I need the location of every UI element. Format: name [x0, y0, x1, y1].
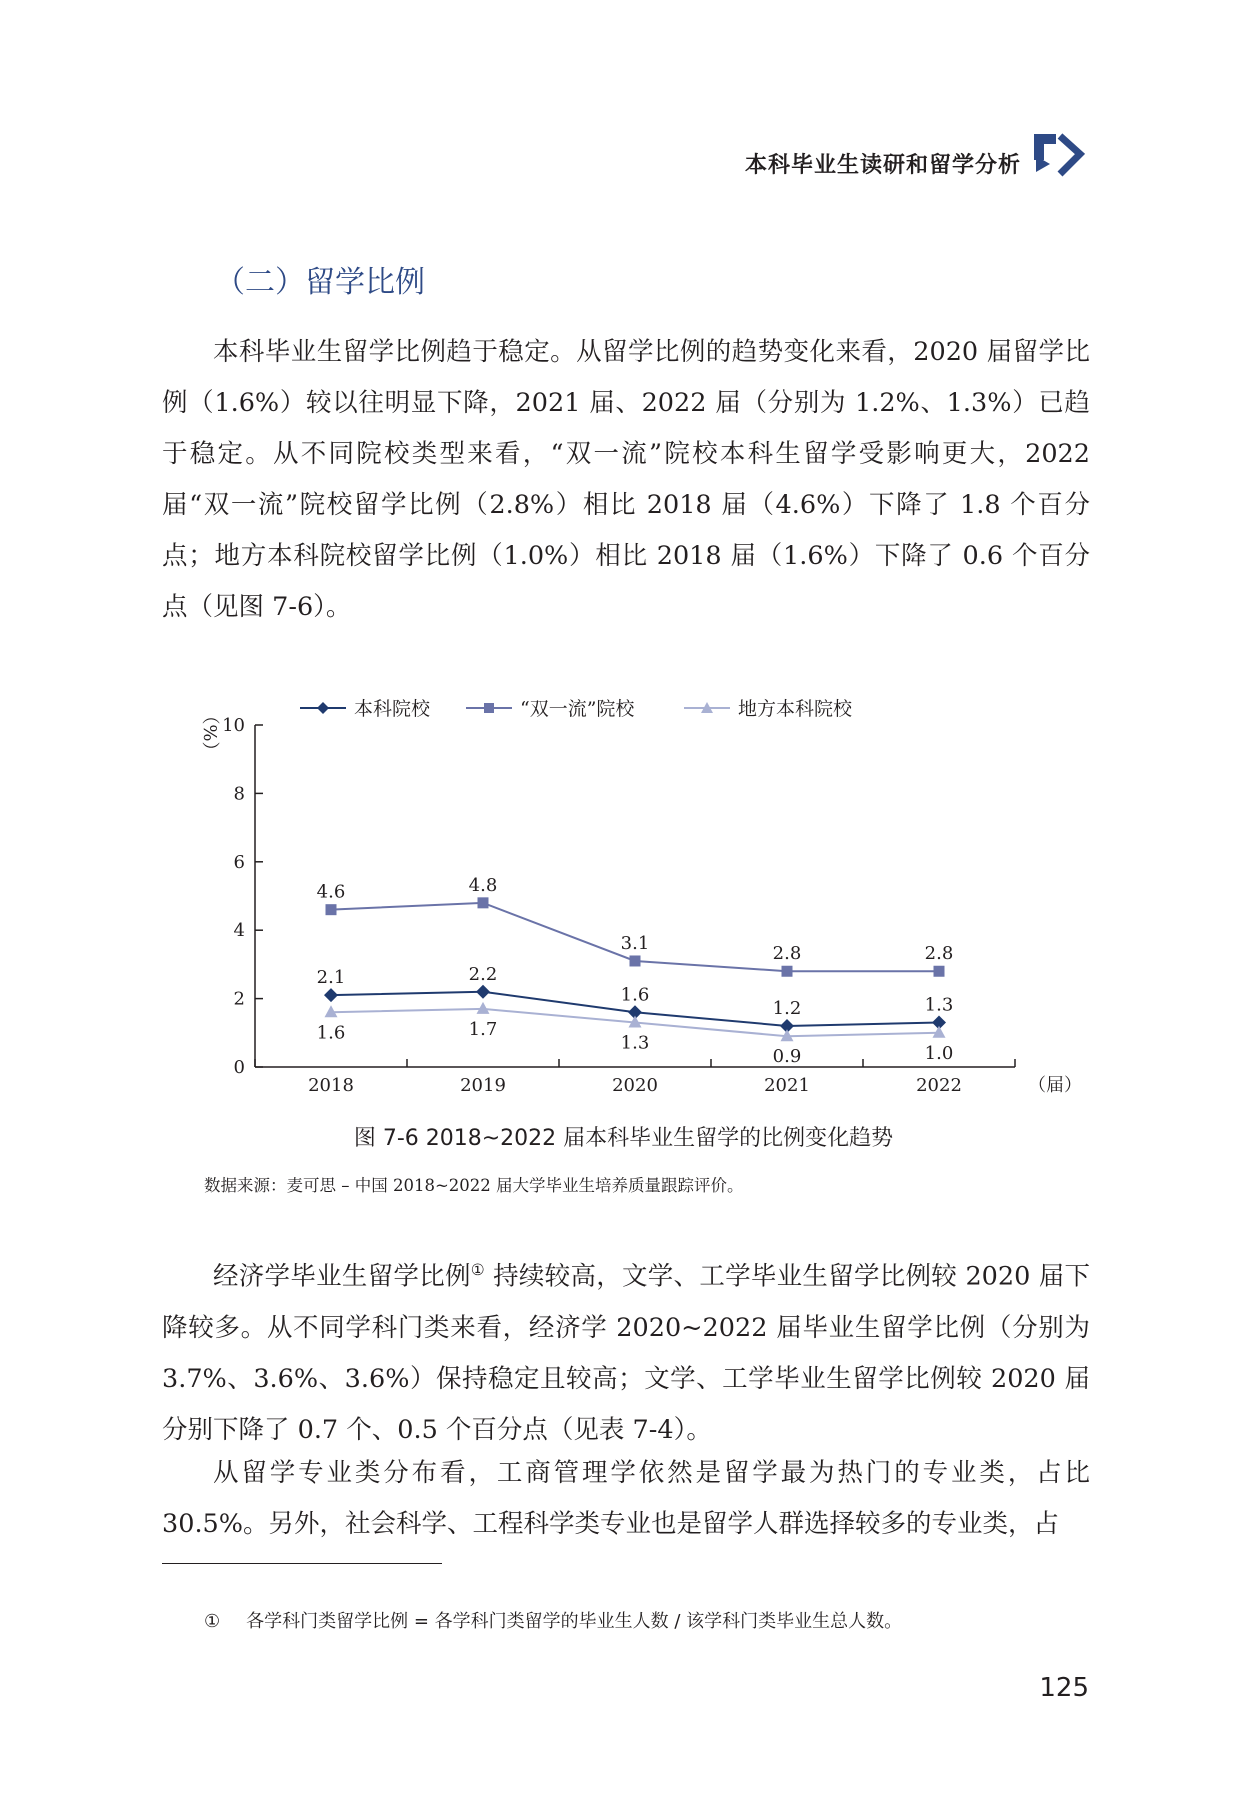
footnote-reference[interactable]: ① — [470, 1261, 485, 1279]
y-tick-label: 4 — [233, 920, 245, 942]
data-label: 4.6 — [316, 881, 346, 903]
y-tick-label: 6 — [233, 851, 245, 873]
y-tick-label: 10 — [222, 715, 245, 736]
x-tick-label: 2020 — [612, 1075, 658, 1096]
running-title: 本科毕业生读研和留学分析 — [744, 153, 1021, 178]
data-label: 4.8 — [468, 874, 498, 896]
y-tick-label: 2 — [233, 988, 245, 1010]
data-label: 2.1 — [316, 967, 346, 989]
legend-label: “双一流”院校 — [520, 698, 635, 720]
section-title: （二）留学比例 — [215, 265, 425, 300]
data-point-square — [934, 966, 945, 977]
x-tick-label: 2021 — [764, 1075, 810, 1096]
data-label: 2.8 — [772, 943, 802, 965]
data-point-square — [630, 955, 641, 966]
y-axis-title: （%） — [199, 706, 220, 760]
legend-label: 本科院校 — [354, 698, 431, 720]
footnote-divider — [162, 1563, 442, 1564]
body-paragraph — [162, 1245, 1090, 1456]
paragraph-text: 持续较高，文学、工学毕业生留学比例较 2020 届下降较多。从不同学科门类来看，经济学 2020~2022 届毕业生留学比例（分别为 3.7%、3.6%、3.6%）保持稳定且较高；文学、工学毕业生留学比例较 2020 届分别下降了 0.7 个、0.5 个百分点（见表 7-4）。 — [162, 1261, 1090, 1445]
figure-source: 数据来源：麦可思 – 中国 2018~2022 届大学毕业生培养质量跟踪评价。 — [204, 1176, 744, 1195]
page-number: 125 — [1039, 1673, 1089, 1703]
data-label: 1.3 — [620, 1032, 650, 1054]
data-point-triangle — [933, 1026, 946, 1038]
legend-label: 地方本科院校 — [738, 698, 853, 720]
data-label: 3.1 — [620, 932, 650, 954]
data-point-square — [782, 966, 793, 977]
data-label: 2.2 — [468, 963, 498, 985]
body-paragraph: 从留学专业类分布看，工商管理学依然是留学最为热门的专业类，占比 30.5%。另外，社会科学、工程科学类专业也是留学人群选择较多的专业类，占 — [162, 1458, 1090, 1539]
data-point-diamond — [324, 988, 338, 1002]
data-label: 1.3 — [924, 994, 954, 1016]
x-tick-label: 2018 — [308, 1075, 354, 1096]
data-point-square — [478, 897, 489, 908]
footnote-mark: ① — [204, 1611, 221, 1632]
data-label: 1.0 — [924, 1042, 954, 1064]
data-point-diamond — [476, 985, 490, 999]
x-axis-title: （届） — [1028, 1075, 1082, 1096]
footnote-text: 各学科门类留学比例 = 各学科门类留学的毕业生人数 / 该学科门类毕业生总人数。 — [246, 1611, 903, 1632]
data-label: 1.6 — [620, 984, 650, 1006]
data-label: 1.2 — [772, 997, 802, 1019]
data-point-triangle — [477, 1002, 490, 1014]
x-tick-label: 2022 — [916, 1075, 962, 1096]
paragraph-text: 经济学毕业生留学比例 — [213, 1261, 471, 1292]
data-label: 1.7 — [468, 1018, 498, 1040]
data-label: 2.8 — [924, 943, 954, 965]
y-tick-label: 8 — [233, 783, 245, 805]
figure-caption: 图 7-6 2018~2022 届本科毕业生留学的比例变化趋势 — [353, 1126, 894, 1151]
y-tick-label: 0 — [233, 1057, 245, 1078]
x-tick-label: 2019 — [460, 1075, 506, 1096]
data-label: 0.9 — [772, 1046, 802, 1068]
footnote — [204, 1607, 902, 1633]
data-label: 1.6 — [316, 1022, 346, 1044]
data-point-square — [326, 904, 337, 915]
body-paragraph: 本科毕业生留学比例趋于稳定。从留学比例的趋势变化来看，2020 届留学比例（1.6%）较以往明显下降，2021 届、2022 届（分别为 1.2%、1.3%）已趋于稳定。从不同院校类型来看，“双一流”院校本科生留学受影响更大，2022 届“双一流”院校留学比例（2.8%）相比 2018 届（4.6%）下降了 1.8 个百分点；地方本科院校留学比例（1.0%）相比 2018 届（1.6%）下降了 0.6 个百分点（见图 7-6）。 — [162, 337, 1090, 622]
